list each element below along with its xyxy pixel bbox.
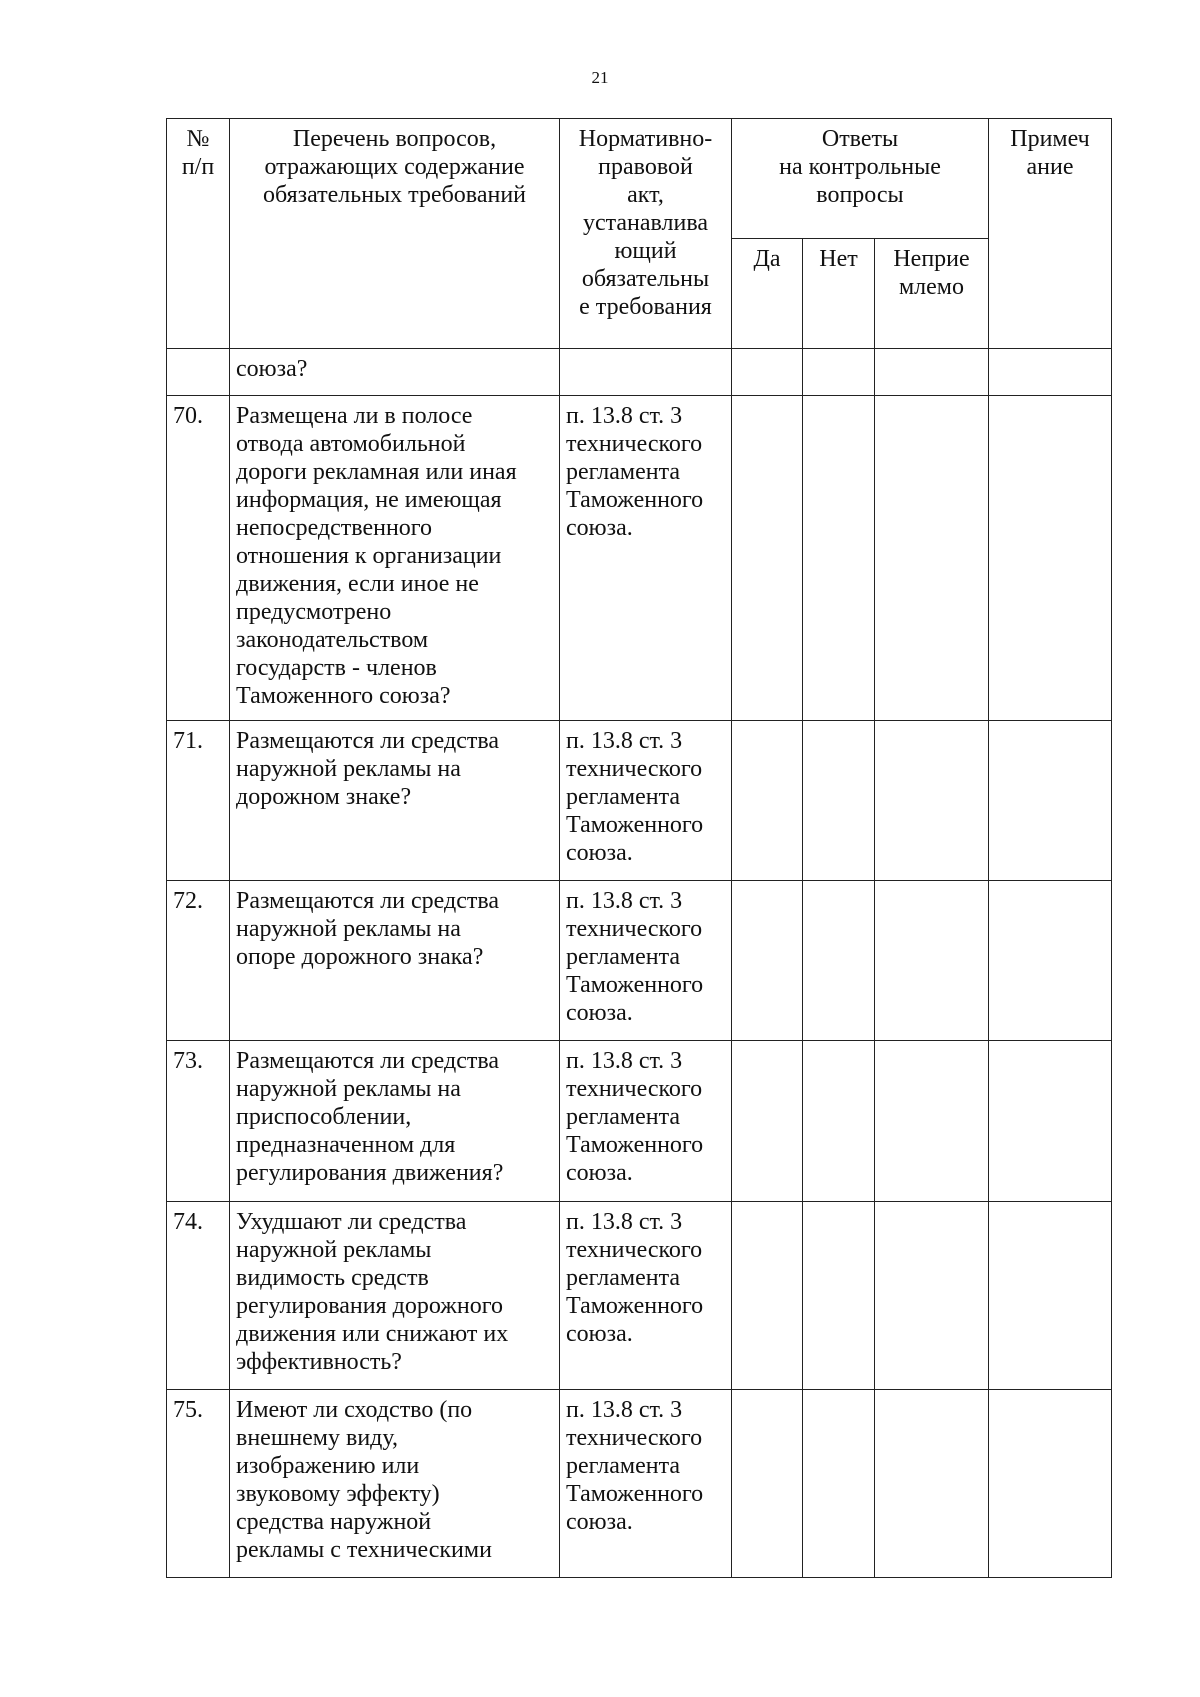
row-question: Имеют ли сходство (по внешнему виду, изображению или звуковому эффекту) средства наружной рекламы с техническими — [230, 1390, 560, 1578]
table-row — [167, 721, 1112, 881]
row-legal-act: п. 13.8 ст. 3 технического регламента Таможенного союза. — [560, 1041, 732, 1202]
answer-no-cell[interactable] — [803, 349, 875, 396]
answer-no-cell[interactable] — [803, 1041, 875, 1202]
row-number — [167, 349, 230, 396]
answer-yes-cell[interactable] — [732, 1202, 803, 1390]
table-row — [167, 349, 1112, 396]
answer-yes-cell[interactable] — [732, 881, 803, 1041]
row-question: Размещаются ли средства наружной рекламы на приспособлении, предназначенном для регулирования движения? — [230, 1041, 560, 1202]
row-question: Размещаются ли средства наружной рекламы на опоре дорожного знака? — [230, 881, 560, 1041]
answer-no-cell[interactable] — [803, 1202, 875, 1390]
note-cell[interactable] — [989, 881, 1112, 1041]
answer-na-cell[interactable] — [875, 721, 989, 881]
header-not-applicable: Неприе млемо — [875, 239, 989, 349]
row-legal-act: п. 13.8 ст. 3 технического регламента Таможенного союза. — [560, 1390, 732, 1578]
note-cell[interactable] — [989, 349, 1112, 396]
answer-na-cell[interactable] — [875, 1202, 989, 1390]
answer-na-cell[interactable] — [875, 881, 989, 1041]
header-note: Примеч ание — [989, 119, 1112, 349]
row-question: Ухудшают ли средства наружной рекламы видимость средств регулирования дорожного движения или снижают их эффективность? — [230, 1202, 560, 1390]
header-yes: Да — [732, 239, 803, 349]
answer-na-cell[interactable] — [875, 349, 989, 396]
table-row — [167, 881, 1112, 1041]
page-number: 21 — [591, 68, 609, 87]
answer-na-cell[interactable] — [875, 396, 989, 721]
answer-no-cell[interactable] — [803, 1390, 875, 1578]
table-row — [167, 1041, 1112, 1202]
row-question: Размещена ли в полосе отвода автомобильной дороги рекламная или иная информация, не имеющая непосредственного отношения к организации движения, если иное не предусмотрено законодательством государств - членов Таможенного союза? — [230, 396, 560, 721]
answer-yes-cell[interactable] — [732, 721, 803, 881]
note-cell[interactable] — [989, 1041, 1112, 1202]
table-row — [167, 1202, 1112, 1390]
header-legal-act: Нормативно- правовой акт, устанавлива ющий обязательны е требования — [560, 119, 732, 349]
row-legal-act — [560, 349, 732, 396]
row-legal-act: п. 13.8 ст. 3 технического регламента Таможенного союза. — [560, 396, 732, 721]
answer-yes-cell[interactable] — [732, 1390, 803, 1578]
answer-no-cell[interactable] — [803, 396, 875, 721]
row-question: союза? — [230, 349, 560, 396]
row-number: 73. — [167, 1041, 230, 1202]
header-no: Нет — [803, 239, 875, 349]
checklist-table — [166, 118, 1112, 1578]
table-row — [167, 396, 1112, 721]
row-legal-act: п. 13.8 ст. 3 технического регламента Таможенного союза. — [560, 721, 732, 881]
header-answers: Ответы на контрольные вопросы — [732, 119, 989, 239]
table-row — [167, 1390, 1112, 1578]
answer-no-cell[interactable] — [803, 881, 875, 1041]
header-number: № п/п — [167, 119, 230, 349]
answer-yes-cell[interactable] — [732, 396, 803, 721]
row-legal-act: п. 13.8 ст. 3 технического регламента Таможенного союза. — [560, 881, 732, 1041]
row-number: 74. — [167, 1202, 230, 1390]
answer-no-cell[interactable] — [803, 721, 875, 881]
answer-na-cell[interactable] — [875, 1390, 989, 1578]
row-legal-act: п. 13.8 ст. 3 технического регламента Таможенного союза. — [560, 1202, 732, 1390]
row-number: 70. — [167, 396, 230, 721]
answer-na-cell[interactable] — [875, 1041, 989, 1202]
answer-yes-cell[interactable] — [732, 349, 803, 396]
answer-yes-cell[interactable] — [732, 1041, 803, 1202]
note-cell[interactable] — [989, 396, 1112, 721]
note-cell[interactable] — [989, 1202, 1112, 1390]
header-question: Перечень вопросов, отражающих содержание обязательных требований — [230, 119, 560, 349]
row-question: Размещаются ли средства наружной рекламы на дорожном знаке? — [230, 721, 560, 881]
row-number: 72. — [167, 881, 230, 1041]
note-cell[interactable] — [989, 1390, 1112, 1578]
row-number: 75. — [167, 1390, 230, 1578]
row-number: 71. — [167, 721, 230, 881]
note-cell[interactable] — [989, 721, 1112, 881]
